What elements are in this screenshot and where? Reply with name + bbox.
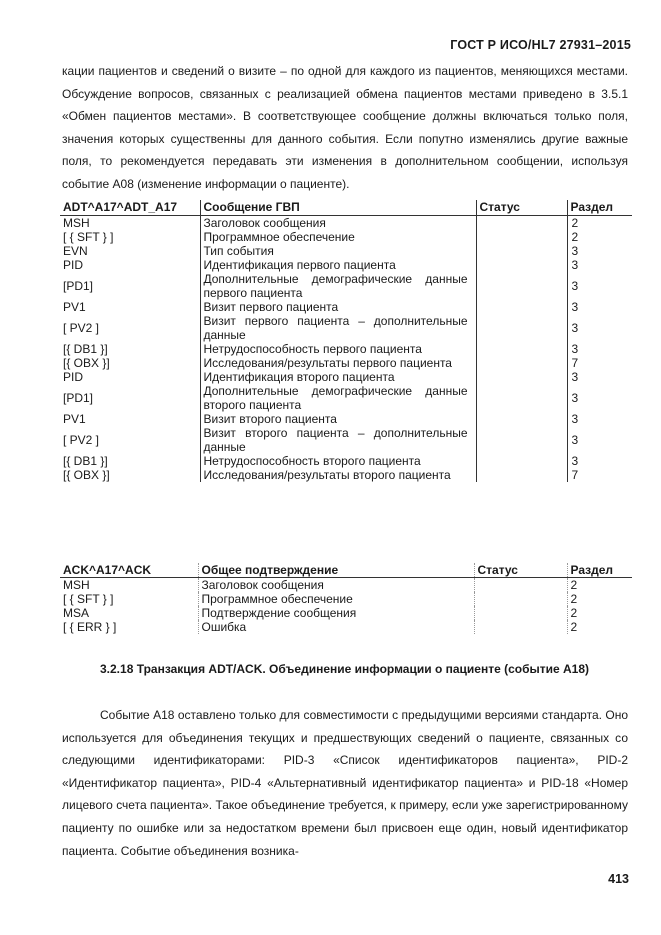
segment-code-cell: [ { SFT } ] [63,592,114,606]
status-cell [476,216,567,231]
status-cell [476,300,567,314]
status-cell [476,370,567,384]
segment-code-cell: [{ OBX }] [63,468,110,482]
segment-description-cell: Тип события [200,244,476,258]
segment-description-cell: Дополнительные демографические данные второго пациента [200,384,476,412]
status-cell [476,258,567,272]
table-row [60,230,632,244]
document-header: ГОСТ Р ИСО/HL7 27931–2015 [450,38,631,52]
segment-code-cell: [ PV2 ] [63,321,100,335]
segment-code-cell: MSH [63,578,90,592]
status-cell [476,468,567,482]
segment-description-cell: Нетрудоспособность первого пациента [200,342,476,356]
segment-code-cell: [PD1] [63,391,94,405]
column-header-status: Статус [476,200,567,216]
table-row [60,426,632,454]
segment-code-cell: [ { ERR } ] [63,620,117,634]
table-row [60,272,632,300]
section-number-cell: 3 [567,314,632,342]
table-row [60,356,632,370]
segment-description-cell: Идентификация второго пациента [200,370,476,384]
section-number-cell: 3 [567,412,632,426]
segment-description-cell: Программное обеспечение [198,592,474,606]
table-row [60,300,632,314]
section-number-cell: 3 [567,272,632,300]
section-number-cell: 7 [567,356,632,370]
section-number-cell: 3 [567,370,632,384]
table-row [60,454,632,468]
section-number-cell: 2 [567,620,632,634]
segment-description-cell: Заголовок сообщения [200,216,476,231]
segment-description-cell: Нетрудоспособность второго пациента [200,454,476,468]
segment-code-cell: PV1 [63,300,86,314]
status-cell [474,592,567,606]
segment-code-cell: MSH [63,216,90,230]
table-header-row [60,200,632,216]
status-cell [476,230,567,244]
table-row [60,384,632,412]
segment-description-cell: Подтверждение сообщения [198,606,474,620]
section-number-cell: 2 [567,578,632,593]
segment-code-cell: [PD1] [63,279,94,293]
intro-text: кации пациентов и сведений о визите – по одной для каждого из пациентов, меняющихся местами. Обсуждение вопросов, связанных с реализацией обмена пациентов местами приведено в 3.5.1 «Обмен пациентов местами». В соответствующее сообщение должны включаться только поля, значения которых существенны для данного события. Если попутно изменялись другие важные поля, то рекомендуется передавать эти изменения в дополнительном сообщении, используя событие A08 (изменение информации о пациенте). [62,64,628,191]
table-row [60,244,632,258]
segment-code-cell: [ PV2 ] [63,433,100,447]
table-row [60,578,632,593]
segment-description-cell: Заголовок сообщения [198,578,474,593]
table-row [60,216,632,231]
page-number: 413 [608,872,629,886]
segment-code-cell: MSA [63,606,90,620]
status-cell [476,314,567,342]
status-cell [476,384,567,412]
segment-code-cell: PID [63,370,84,384]
segment-code-cell: PV1 [63,412,86,426]
status-cell [474,578,567,593]
column-header-description: Сообщение ГВП [200,200,476,216]
table-row [60,620,632,634]
intro-paragraph [62,60,628,196]
status-cell [474,606,567,620]
segment-description-cell: Исследования/результаты второго пациента [200,468,476,482]
segment-description-cell: Исследования/результаты первого пациента [200,356,476,370]
segment-code-cell: PID [63,258,84,272]
section-body-text: Событие A18 оставлено только для совместимости с предыдущими версиями стандарта. Оно используется для объединения текущих и предшествующих сведений о пациенте, связанных со следующими идентификаторами: PID-3 «Список идентификаторов пациента», PID-2 «Идентификатор пациента», PID-4 «Альтернативный идентификатор пациента» и PID-18 «Номер лицевого счета пациента». Такое объединение требуется, к примеру, если уже зарегистрированному пациенту по ошибке или за недостатком времени был присвоен еще один, новый идентификатор пациента. Событие объединения возника- [62,708,628,858]
table-header-row [60,563,632,578]
segment-code-cell: EVN [63,244,88,258]
status-cell [476,454,567,468]
section-number-cell: 7 [567,468,632,482]
segment-description-cell: Визит второго пациента – дополнительные данные [200,426,476,454]
status-cell [476,426,567,454]
section-number-cell: 3 [567,384,632,412]
section-body-paragraph [62,704,628,862]
segment-description-cell: Визит первого пациента [200,300,476,314]
table-row [60,342,632,356]
column-header-message: ACK^A17^ACK [63,563,152,577]
column-header-status: Статус [474,563,567,578]
segment-code-cell: [{ OBX }] [63,356,110,370]
segment-description-cell: Визит первого пациента – дополнительные данные [200,314,476,342]
section-number-cell: 3 [567,426,632,454]
ack-a17-message-table [60,563,632,634]
segment-code-cell: [{ DB1 }] [63,342,108,356]
section-number-cell: 2 [567,216,632,231]
segment-description-cell: Дополнительные демографические данные первого пациента [200,272,476,300]
segment-code-cell: [ { SFT } ] [63,230,114,244]
table-row [60,258,632,272]
status-cell [476,356,567,370]
section-number-cell: 3 [567,258,632,272]
status-cell [476,342,567,356]
segment-description-cell: Программное обеспечение [200,230,476,244]
column-header-section: Раздел [567,200,632,216]
section-number-cell: 3 [567,300,632,314]
section-number-cell: 3 [567,244,632,258]
table-row [60,314,632,342]
status-cell [474,620,567,634]
column-header-description: Общее подтверждение [198,563,474,578]
column-header-message: ADT^A17^ADT_A17 [63,200,178,214]
table-row [60,370,632,384]
section-number-cell: 2 [567,606,632,620]
table-row [60,468,632,482]
adt-a17-message-table [60,200,632,482]
section-number-cell: 3 [567,342,632,356]
segment-description-cell: Идентификация первого пациента [200,258,476,272]
status-cell [476,272,567,300]
status-cell [476,412,567,426]
table-row [60,592,632,606]
section-heading: 3.2.18 Транзакция ADT/ACK. Объединение информации о пациенте (событие A18) [100,662,590,676]
section-number-cell: 2 [567,592,632,606]
section-number-cell: 2 [567,230,632,244]
column-header-section: Раздел [567,563,632,578]
segment-code-cell: [{ DB1 }] [63,454,108,468]
status-cell [476,244,567,258]
table-row [60,606,632,620]
segment-description-cell: Ошибка [198,620,474,634]
segment-description-cell: Визит второго пациента [200,412,476,426]
section-number-cell: 3 [567,454,632,468]
table-row [60,412,632,426]
